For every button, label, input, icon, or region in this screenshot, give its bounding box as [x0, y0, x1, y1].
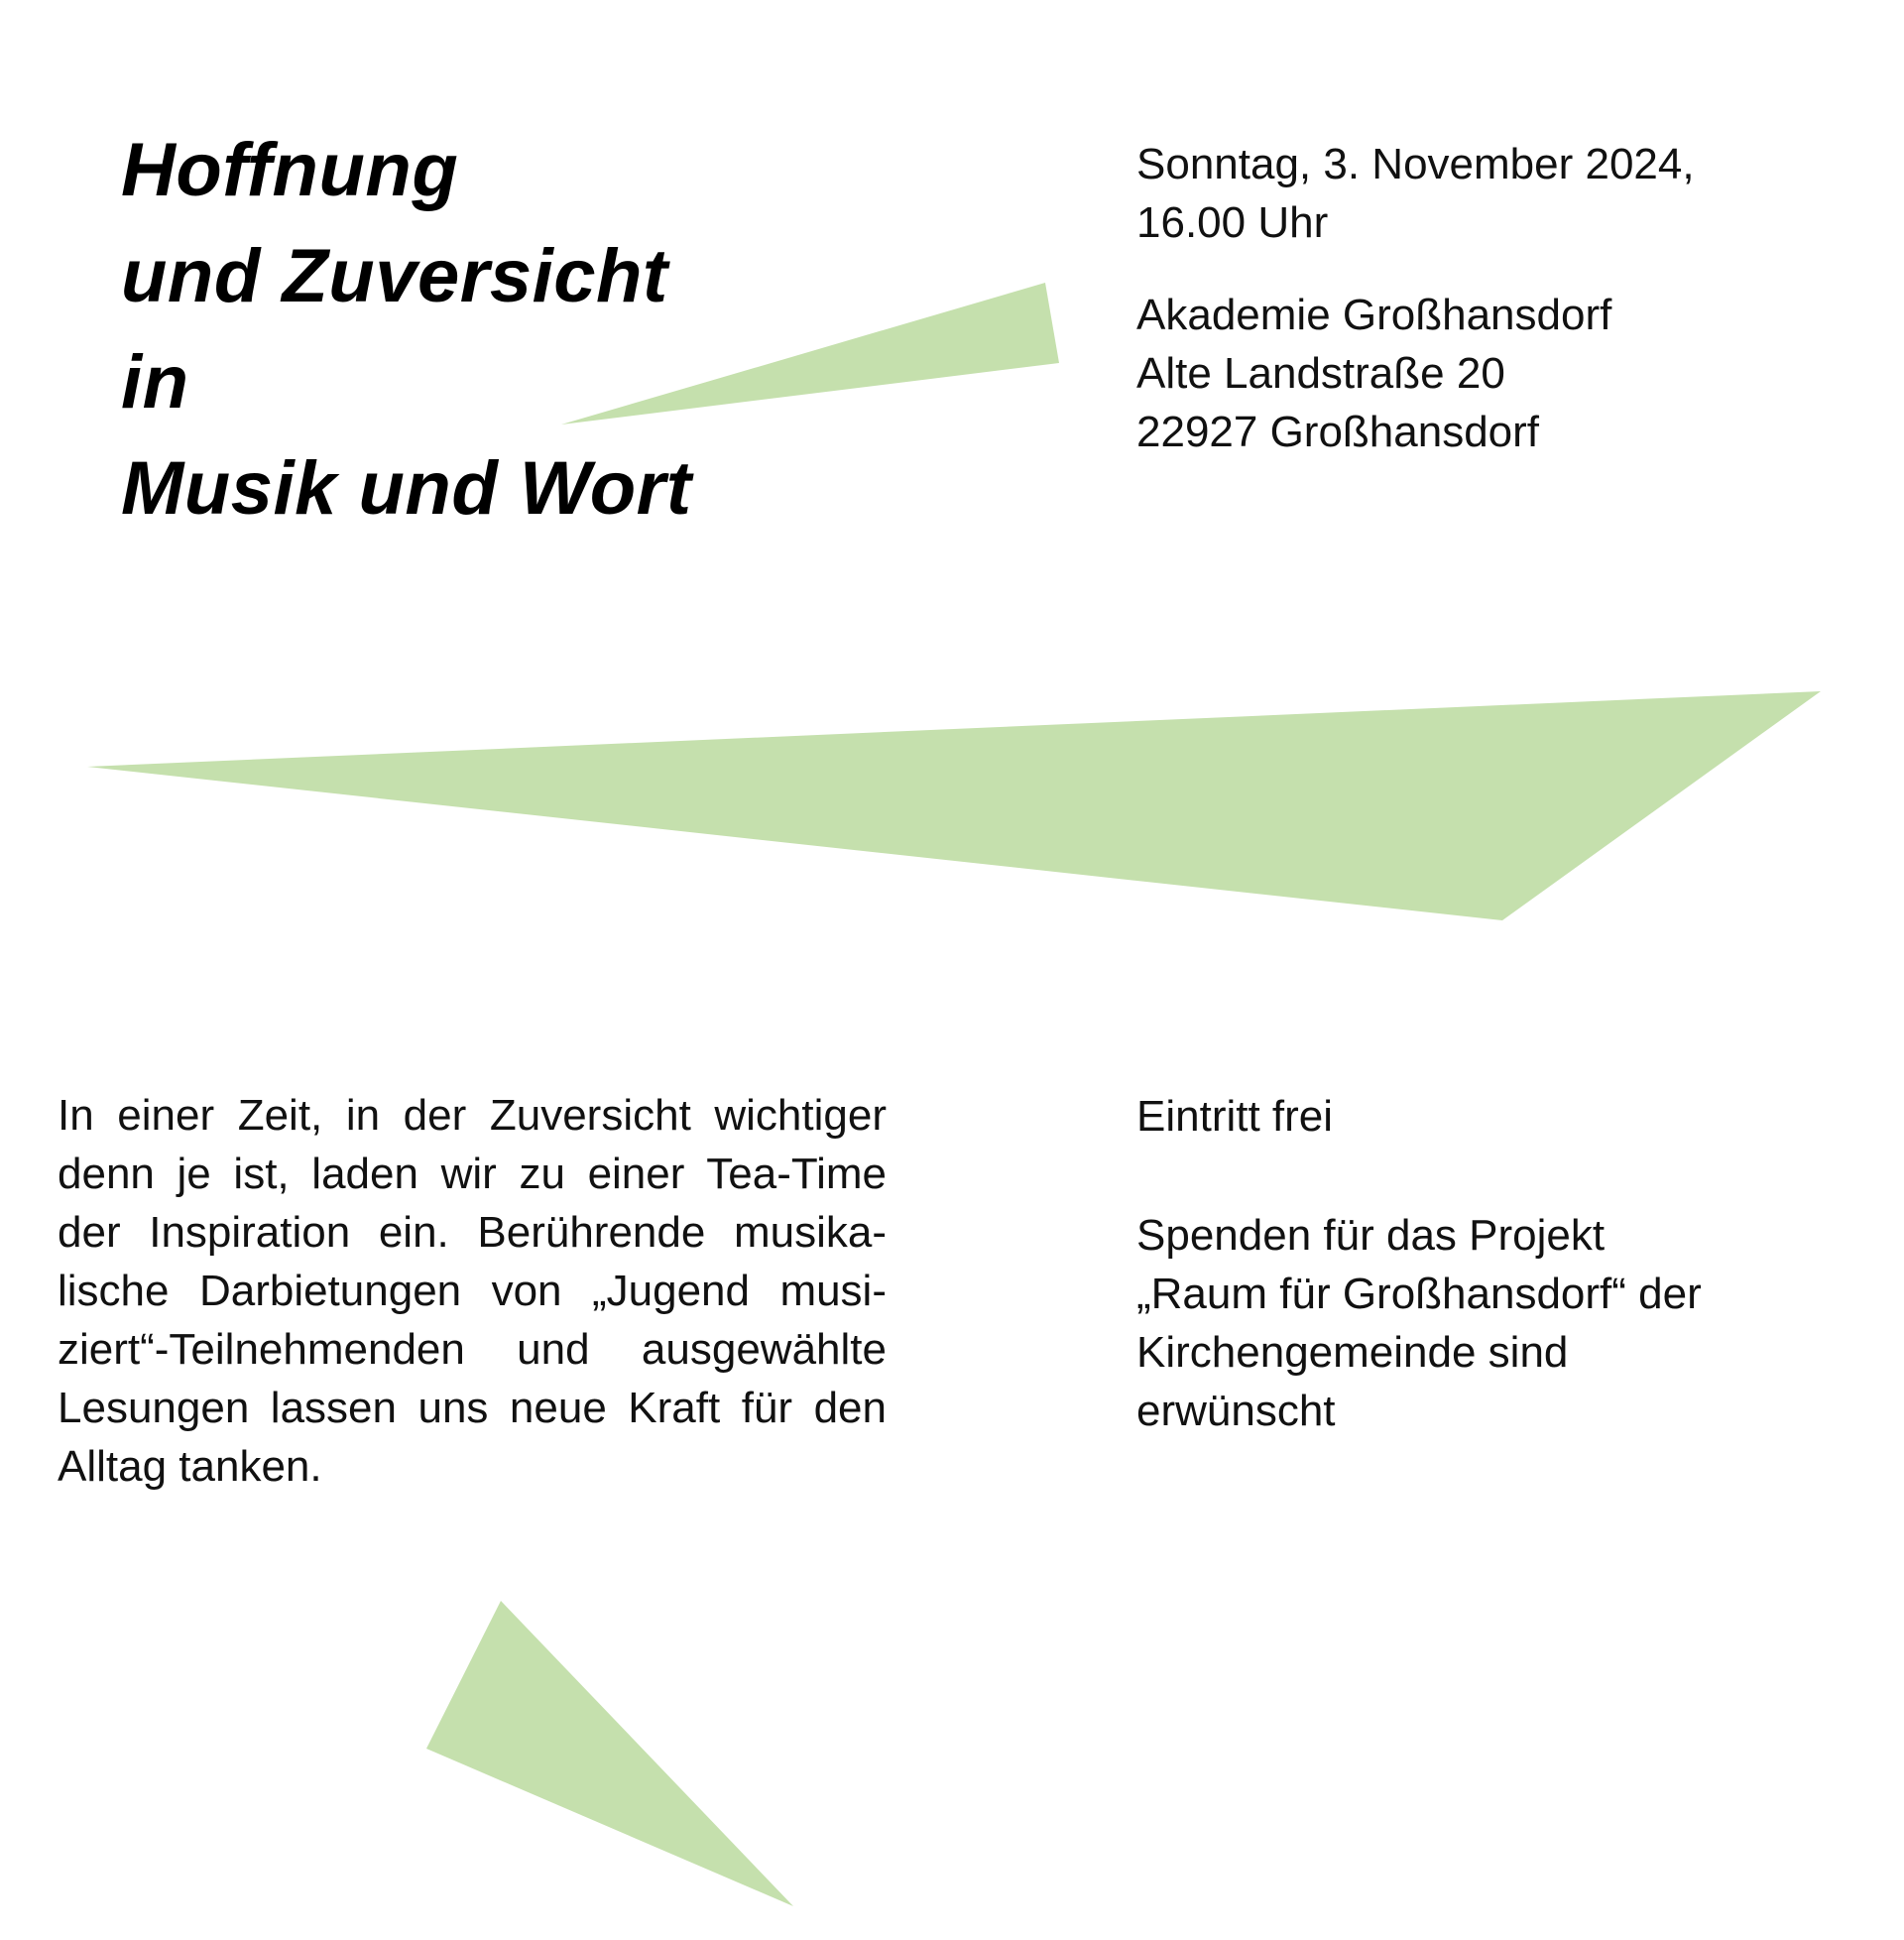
venue-city: 22927 Großhansdorf — [1136, 408, 1540, 456]
venue-name: Akademie Großhansdorf — [1136, 291, 1612, 339]
admission-text: Eintritt frei — [1136, 1092, 1334, 1141]
venue-street: Alte Landstraße 20 — [1136, 349, 1505, 398]
description-line: Lesungen lassen uns neue Kraft für den — [58, 1384, 887, 1432]
description-line: ziert“-Teilnehmenden und ausgewählte — [58, 1325, 887, 1374]
description-line: Alltag tanken. — [58, 1442, 322, 1491]
description-line: lische Darbietungen von „Jugend musi- — [58, 1267, 887, 1315]
donation-info — [1136, 1206, 1702, 1440]
donation-line: Kirchengemeinde sind — [1136, 1328, 1569, 1377]
donation-line: Spenden für das Projekt — [1136, 1211, 1606, 1260]
donation-line: erwünscht — [1136, 1387, 1336, 1435]
description-line: denn je ist, laden wir zu einer Tea-Time — [58, 1150, 887, 1198]
event-description — [58, 1086, 887, 1496]
event-date: Sonntag, 3. November 2024, — [1136, 140, 1695, 188]
description-line: der Inspiration ein. Berührende musika- — [58, 1208, 887, 1257]
event-date-time — [1136, 135, 1695, 252]
title-line: Hoffnung — [121, 128, 459, 212]
event-time: 16.00 Uhr — [1136, 198, 1329, 247]
event-title — [121, 117, 692, 542]
green-shard-wide — [87, 691, 1821, 920]
description-line: In einer Zeit, in der Zuversicht wichtiger — [58, 1091, 887, 1140]
event-venue — [1136, 286, 1611, 461]
admission-info — [1136, 1087, 1333, 1146]
title-line: Musik und Wort — [121, 446, 692, 531]
title-line: in — [121, 340, 189, 424]
title-line: und Zuversicht — [121, 234, 668, 318]
donation-line: „Raum für Großhansdorf“ der — [1136, 1270, 1702, 1318]
green-shard-bottom — [426, 1601, 793, 1906]
